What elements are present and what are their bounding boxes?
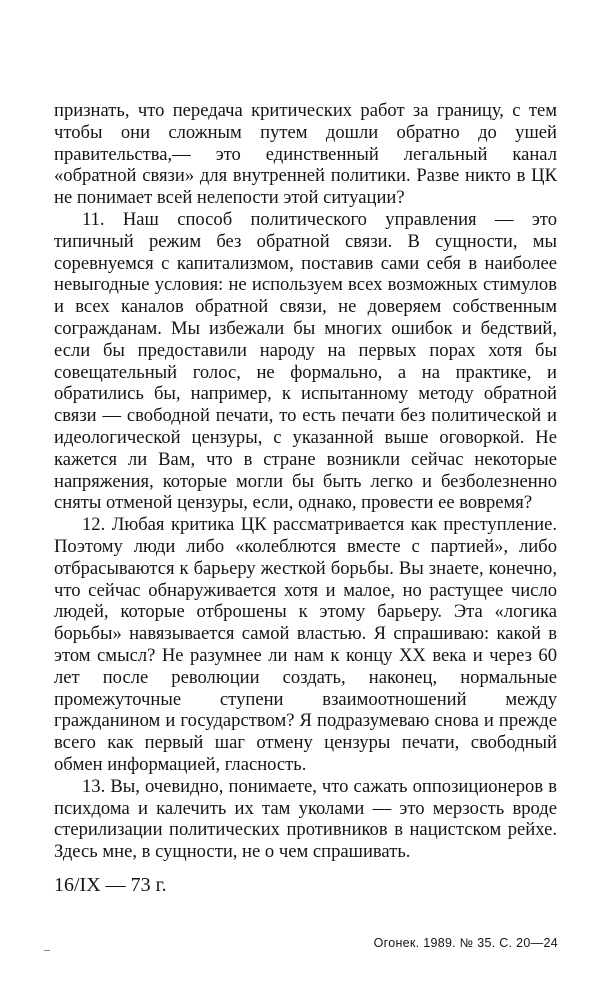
paragraph-continuation: признать, что передача критических работ за границу, с тем чтобы они сложным путем дошли обратно до ушей правительства,— это единственный легальный канал «обратной связи» для внутренней политики. Разве никто в ЦК не понимает всей нелепости этой ситуации?: [54, 100, 557, 209]
print-mark: [44, 950, 50, 951]
source-citation: Огонек. 1989. № 35. С. 20—24: [373, 936, 558, 950]
document-body: [54, 100, 557, 897]
paragraph-11: 11. Наш способ политического управления — это типичный режим без обратной связи. В сущности, мы соревнуемся с капитализмом, поставив сами себя в наиболее невыгодные условия: не используем всех возможных стимулов и всех каналов обратной связи, не доверяем собственным согражданам. Мы избежали бы многих ошибок и бедствий, если бы предоставили народу на первых порах хотя бы совещательный голос, не формально, а на практике, и обратились бы, например, к испытанному методу обратной связи — свободной печати, то есть печати без политической и идеологической цензуры, с указанной выше оговоркой. Не кажется ли Вам, что в стране возникли сейчас некоторые напряжения, которые могли бы быть легко и безболезненно сняты отменой цензуры, если, однако, провести ее вовремя?: [54, 208, 557, 514]
letter-date: 16/IX — 73 г.: [54, 873, 167, 896]
paragraph-12: 12. Любая критика ЦК рассматривается как преступление. Поэтому люди либо «колеблются вместе с партией», либо отбрасываются к барьеру жесткой борьбы. Вы знаете, конечно, что сейчас обнаруживается хотя и малое, но растущее число людей, которые отброшены к этому барьеру. Эта «логика борьбы» навязывается самой властью. Я спрашиваю: какой в этом смысл? Не разумнее ли нам к концу XX века и через 60 лет после революции создать, наконец, нормальные промежуточные ступени взаимоотношений между гражданином и государством? Я подразумеваю снова и прежде всего как первый шаг отмену цензуры печати, свободный обмен информацией, гласность.: [54, 514, 557, 775]
paragraph-13: 13. Вы, очевидно, понимаете, что сажать оппозиционеров в психдома и калечить их там уколами — это мерзость вроде стерилизации политических противников в нацистском рейхе. Здесь мне, в сущности, не о чем спрашивать.: [54, 775, 557, 863]
